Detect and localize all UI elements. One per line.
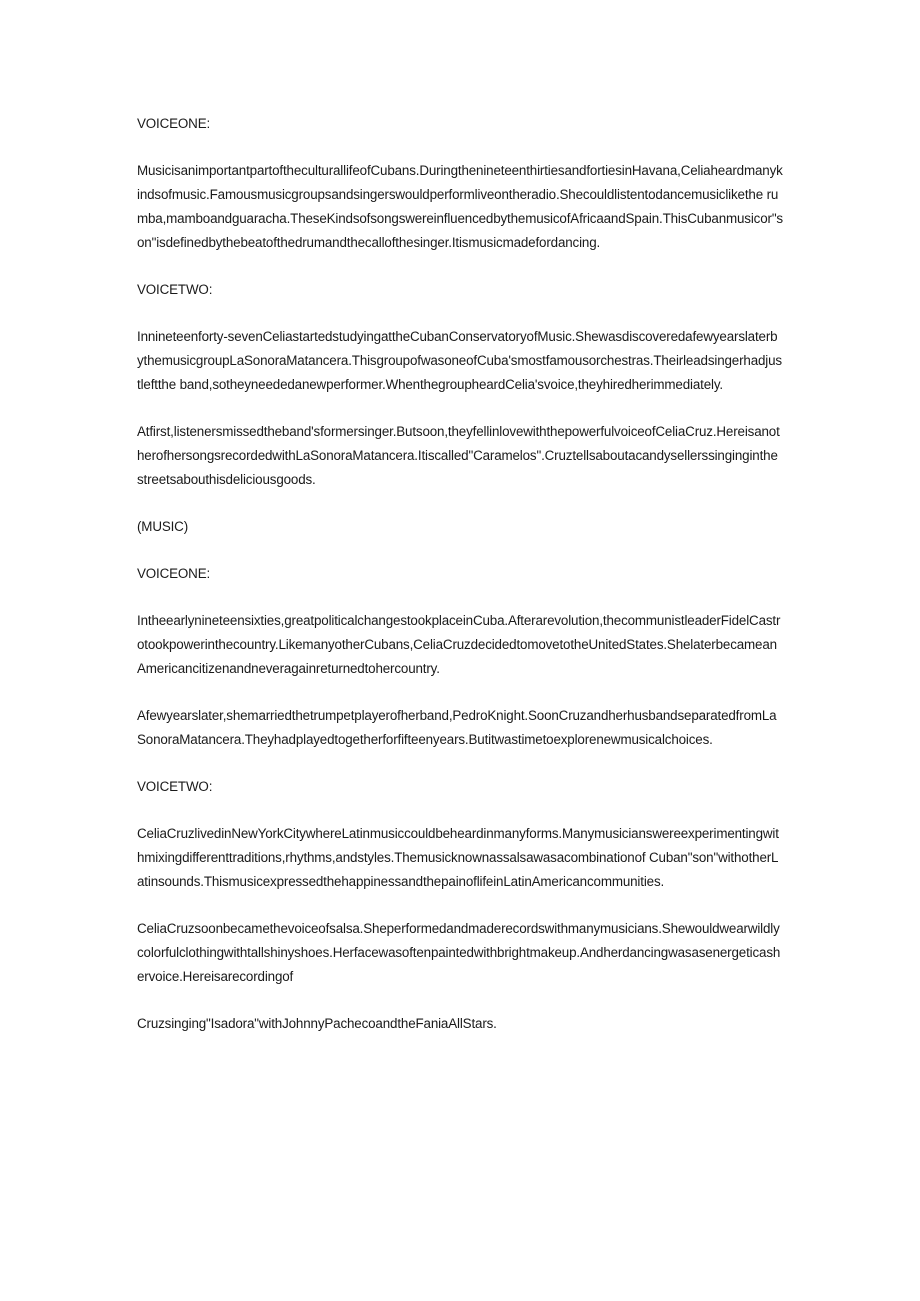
paragraph: CeliaCruzlivedinNewYorkCitywhereLatinmusiccouldbeheardinmanyforms.Manymusicianswereexperimentingwithmixingdifferenttraditions,rhythms,andstyles.Themusicknownassalsawasacombinationof Cuban"son"withotherLatinsounds.ThismusicexpressedthehappinessandthepainoflifeinLatinAmericancommunities. [137,826,779,889]
paragraph: Intheearlynineteensixties,greatpoliticalchangestookplaceinCuba.Afterarevolution,thecommunistleaderFidelCastrotookpowerinthecountry.LikemanyotherCubans,CeliaCruzdecidedtomovetotheUnitedStates.ShelaterbecameanAmericancitizenandneveragainreturnedtohercountry. [137,613,781,676]
paragraph: CeliaCruzsoonbecamethevoiceofsalsa.Sheperformedandmaderecordswithmanymusicians.Shewouldwearwildlycolorfulclothingwithtallshinyshoes.Herfacewasoftenpaintedwithbrightmakeup.Andherdancingwasasenergeticashervoice.Hereisarecordingof [137,921,781,984]
speaker-label: VOICETWO: [137,282,213,297]
paragraph: MusicisanimportantpartoftheculturallifeofCubans.DuringthenineteenthirtiesandfortiesinHavana,Celiaheardmanykindsofmusic.Famousmusicgroupsandsingerswouldperformliveontheradio.Shecouldlistentodancemusiclikethe rumba,mamboandguaracha.TheseKindsofsongswereinfluencedbythemusicofAfricaandSpain.ThisCubanmusicor"son"isdefinedbythebeatofthedrumandthecallofthesinger.Itismusicmadefordancing. [137,163,783,250]
speaker-label: VOICEONE: [137,116,211,131]
paragraph: Cruzsinging"Isadora"withJohnnyPachecoandtheFaniaAllStars. [137,1016,497,1031]
paragraph: Innineteenforty-sevenCeliastartedstudyingattheCubanConservatoryofMusic.ShewasdiscoveredafewyearslaterbythemusicgroupLaSonoraMatancera.ThisgroupofwasoneofCuba'smostfamousorchestras.Theirleadsingerhadjustleftthe band,sotheyneededanewperformer.WhenthegroupheardCelia'svoice,theyhiredherimmediately. [137,329,782,392]
document-page [137,112,783,1059]
music-cue: (MUSIC) [137,519,189,534]
speaker-label: VOICETWO: [137,779,213,794]
paragraph: Atfirst,listenersmissedtheband'sformersinger.Butsoon,theyfellinlovewiththepowerfulvoiceofCeliaCruz.HereisanotherofhersongsrecordedwithLaSonoraMatancera.Itiscalled"Caramelos".Cruztellsaboutacandysellerssinginginthestreetsabouthisdeliciousgoods. [137,424,780,487]
speaker-label: VOICEONE: [137,566,211,581]
paragraph: Afewyearslater,shemarriedthetrumpetplayerofherband,PedroKnight.SoonCruzandherhusbandseparatedfromLaSonoraMatancera.Theyhadplayedtogetherforfifteenyears.Butitwastimetoexplorenewmusicalchoices. [137,708,777,747]
